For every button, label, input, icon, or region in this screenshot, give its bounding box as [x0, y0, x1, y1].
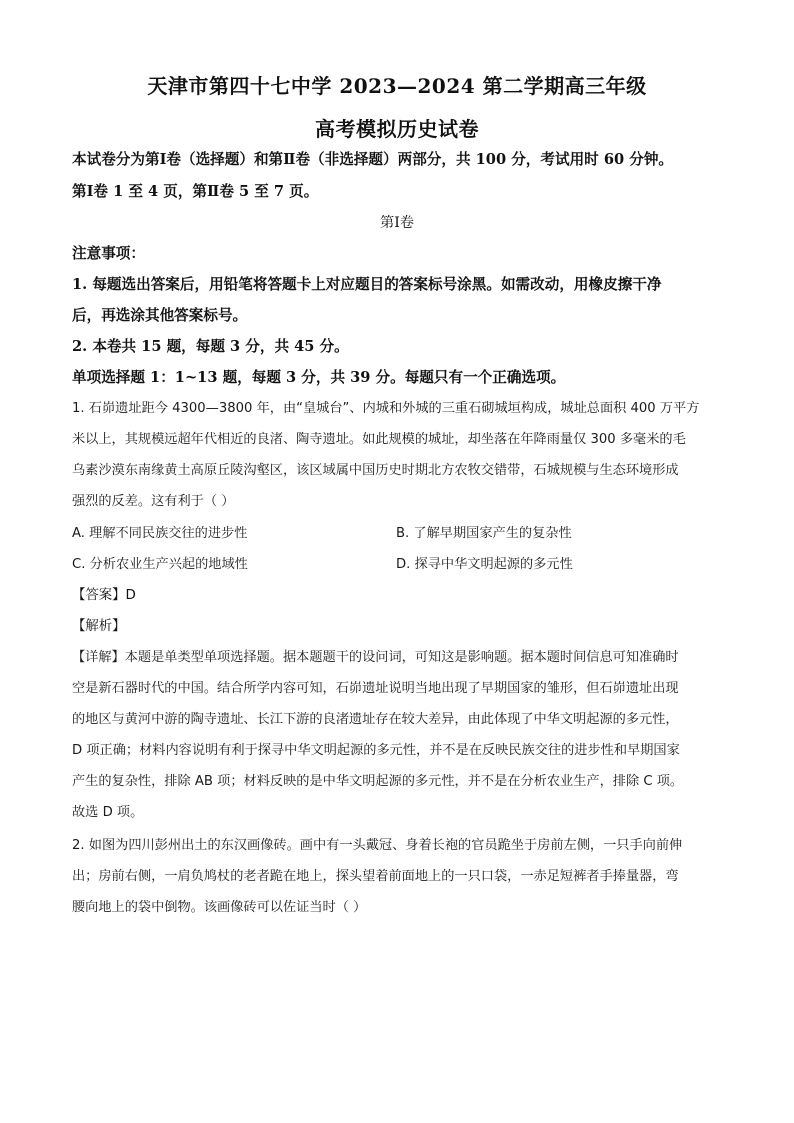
q1-stem-line-4: 强烈的反差。这有利于（ ） [72, 494, 235, 509]
q1-detail-line-3: 的地区与黄河中游的陶寺遗址、长江下游的良渚遗址存在较大差异，由此体现了中华文明起源的多元性， [72, 712, 679, 727]
mc-heading: 单项选择题 1：1~13 题，每题 3 分，共 39 分。每题只有一个正确选项。 [72, 369, 566, 386]
q1-detail-line-1: 【详解】本题是单类型单项选择题。据本题题干的设问词，可知这是影响题。据本题时间信息可知准确时 [72, 650, 679, 665]
q1-option-d: D. 探寻中华文明起源的多元性 [396, 557, 573, 572]
notes-heading: 注意事项： [72, 245, 145, 262]
q2-stem-line-2: 出；房前右侧，一肩负鸠杖的老者跪在地上，探头望着前面地上的一只口袋，一赤足短裤者手捧量器，弯 [72, 869, 679, 884]
exam-title-line2: 高考模拟历史试卷 [315, 117, 479, 141]
q2-stem-line-3: 腰向地上的袋中倒物。该画像砖可以佐证当时（ ） [72, 900, 367, 915]
q1-detail-line-2: 空是新石器时代的中国。结合所学内容可知，石峁遗址说明当地出现了早期国家的雏形，但石峁遗址出现 [72, 681, 679, 696]
q1-analysis-heading: 【解析】 [72, 619, 126, 634]
q1-option-c: C. 分析农业生产兴起的地域性 [72, 557, 248, 572]
intro-line-2: 第Ⅰ卷 1 至 4 页，第Ⅱ卷 5 至 7 页。 [72, 183, 319, 200]
exam-title-line1: 天津市第四十七中学 2023—2024 第二学期高三年级 [147, 74, 647, 98]
q1-stem-line-3: 乌素沙漠东南缘黄土高原丘陵沟壑区，该区域属中国历史时期北方农牧交错带，石城规模与生态环境形成 [72, 463, 679, 478]
q2-stem-line-1: 2. 如图为四川彭州出土的东汉画像砖。画中有一头戴冠、身着长袍的官员跪坐于房前左侧，一只手向前伸 [72, 838, 683, 853]
q1-detail-line-4: D 项正确；材料内容说明有利于探寻中华文明起源的多元性，并不是在反映民族交往的进步性和早期国家 [72, 743, 680, 758]
q1-answer: 【答案】D [72, 588, 136, 603]
note-1-line-1: 1. 每题选出答案后，用铅笔将答题卡上对应题目的答案标号涂黑。如需改动，用橡皮擦干净 [72, 276, 662, 293]
note-1-line-2: 后，再选涂其他答案标号。 [72, 307, 248, 324]
q1-option-b: B. 了解早期国家产生的复杂性 [396, 526, 572, 541]
note-2: 2. 本卷共 15 题，每题 3 分，共 45 分。 [72, 338, 349, 355]
intro-line-1: 本试卷分为第Ⅰ卷（选择题）和第Ⅱ卷（非选择题）两部分，共 100 分，考试用时 60 分钟。 [72, 151, 674, 168]
q1-stem-line-1: 1. 石峁遗址距今 4300—3800 年，由“皇城台”、内城和外城的三重石砌城垣构成，城址总面积 400 万平方 [72, 401, 700, 416]
q1-detail-line-5: 产生的复杂性，排除 AB 项；材料反映的是中华文明起源的多元性，并不是在分析农业生产，排除 C 项。 [72, 774, 684, 789]
q1-option-a: A. 理解不同民族交往的进步性 [72, 526, 248, 541]
q1-stem-line-2: 米以上，其规模远超年代相近的良渚、陶寺遗址。如此规模的城址，却坐落在年降雨量仅 300 多毫米的毛 [72, 432, 686, 447]
section-title: 第Ⅰ卷 [380, 215, 414, 231]
q1-detail-line-6: 故选 D 项。 [72, 805, 144, 820]
